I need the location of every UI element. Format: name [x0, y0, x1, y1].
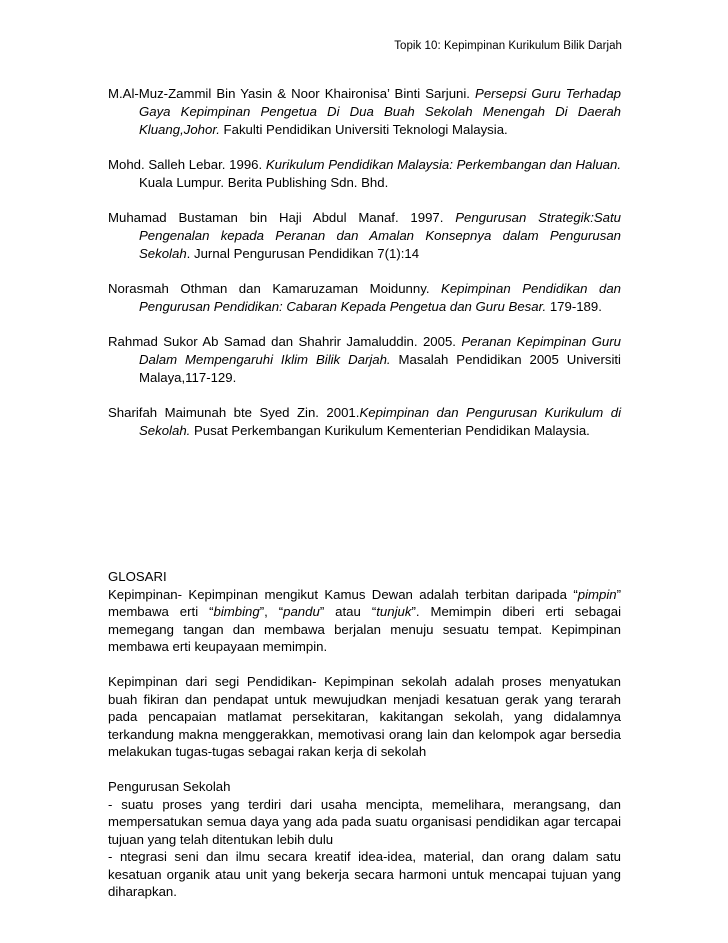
glossary-term: pandu — [283, 604, 320, 619]
glossary-heading: GLOSARI — [108, 569, 167, 584]
glossary-text: ”. Memimpin diberi erti sebagai memegang tangan dan membawa berjalan menuju sesuatu tempat. Kepimpinan membawa erti keupayaan memimpin. — [108, 604, 621, 654]
reference-authors: Mohd. Salleh Lebar. 1996. — [108, 157, 266, 172]
reference-item — [108, 404, 621, 440]
reference-authors: Sharifah Maimunah bte Syed Zin. 2001. — [108, 405, 360, 420]
reference-authors: M.Al-Muz-Zammil Bin Yasin & Noor Khaironisa’ Binti Sarjuni. — [108, 86, 476, 101]
glossary-term: bimbing — [213, 604, 260, 619]
reference-title: Kepimpinan Pendidikan dan Pengurusan Pendidikan: Cabaran Kepada Pengetua dan Guru Besar. — [139, 281, 621, 314]
page-header: Topik 10: Kepimpinan Kurikulum Bilik Darjah — [394, 40, 622, 52]
reference-source: Kuala Lumpur. Berita Publishing Sdn. Bhd. — [139, 175, 389, 190]
reference-title: Kurikulum Pendidikan Malaysia: Perkembangan dan Haluan. — [265, 157, 621, 172]
reference-authors: Norasmah Othman dan Kamaruzaman Moidunny. — [108, 281, 442, 296]
reference-title: Kepimpinan dan Pengurusan Kurikulum di Sekolah. — [139, 405, 621, 438]
glossary-section — [108, 568, 621, 901]
glossary-entry-heading: Pengurusan Sekolah — [108, 779, 231, 794]
reference-source: 179-189. — [546, 299, 602, 314]
glossary-definition: - ntegrasi seni dan ilmu secara kreatif idea-idea, material, dan orang dalam satu kesatuan organik atau unit yang bekerja secara harmoni untuk mencapai tujuan yang diharapkan. — [108, 849, 621, 899]
reference-item — [108, 156, 621, 192]
glossary-text: ” membawa erti “ — [108, 586, 621, 619]
reference-authors: Rahmad Sukor Ab Samad dan Shahrir Jamaluddin. 2005. — [108, 334, 462, 349]
reference-source: Fakulti Pendidikan Universiti Teknologi Malaysia. — [219, 122, 508, 137]
reference-source: Pusat Perkembangan Kurikulum Kementerian Pendidikan Malaysia. — [190, 423, 590, 438]
glossary-entry-pendidikan: Kepimpinan dari segi Pendidikan- Kepimpinan sekolah adalah proses menyatukan buah fikiran dan pendapat untuk mewujudkan menjadi kesatuan gerak yang terarah pada pencapaian matlamat persekitaran, kakitangan sekolah, yang didalamnya terkandung makna menggerakkan, memotivasi orang lain dan kelompok agar bersedia melakukan tugas-tugas sebagai rakan kerja di sekolah — [108, 674, 621, 759]
glossary-term: pimpin — [577, 586, 617, 602]
glossary-term: tunjuk — [376, 604, 412, 619]
reference-list — [108, 85, 621, 457]
reference-title: Peranan Kepimpinan Guru Dalam Mempengaruhi Iklim Bilik Darjah. — [139, 334, 621, 367]
reference-item — [108, 280, 621, 316]
reference-title: Pengurusan Strategik:Satu Pengenalan kepada Peranan dan Amalan Konsepnya dalam Pengurusan Sekolah — [139, 210, 621, 261]
glossary-definition: - suatu proses yang terdiri dari usaha mencipta, memelihara, merangsang, dan mempersatukan semua daya yang ada pada suatu organisasi pendidikan agar tercapai tujuan yang telah ditentukan lebih dulu — [108, 796, 621, 847]
reference-item — [108, 85, 621, 139]
glossary-text: ”, “ — [259, 604, 284, 619]
reference-title: Persepsi Guru Terhadap Gaya Kepimpinan Pengetua Di Dua Buah Sekolah Menengah Di Daerah Kluang,Johor. — [139, 86, 621, 137]
glossary-text: ” atau “ — [319, 604, 377, 619]
reference-source: Masalah Pendidikan 2005 Universiti Malaya,117-129. — [139, 352, 621, 385]
reference-authors: Muhamad Bustaman bin Haji Abdul Manaf. 1997. — [108, 210, 456, 225]
glossary-entry-kepimpinan — [108, 568, 621, 656]
reference-source: . Jurnal Pengurusan Pendidikan 7(1):14 — [186, 246, 420, 261]
glossary-text: Kepimpinan- Kepimpinan mengikut Kamus Dewan adalah terbitan daripada “ — [108, 586, 578, 602]
reference-item — [108, 209, 621, 263]
reference-item — [108, 333, 621, 387]
